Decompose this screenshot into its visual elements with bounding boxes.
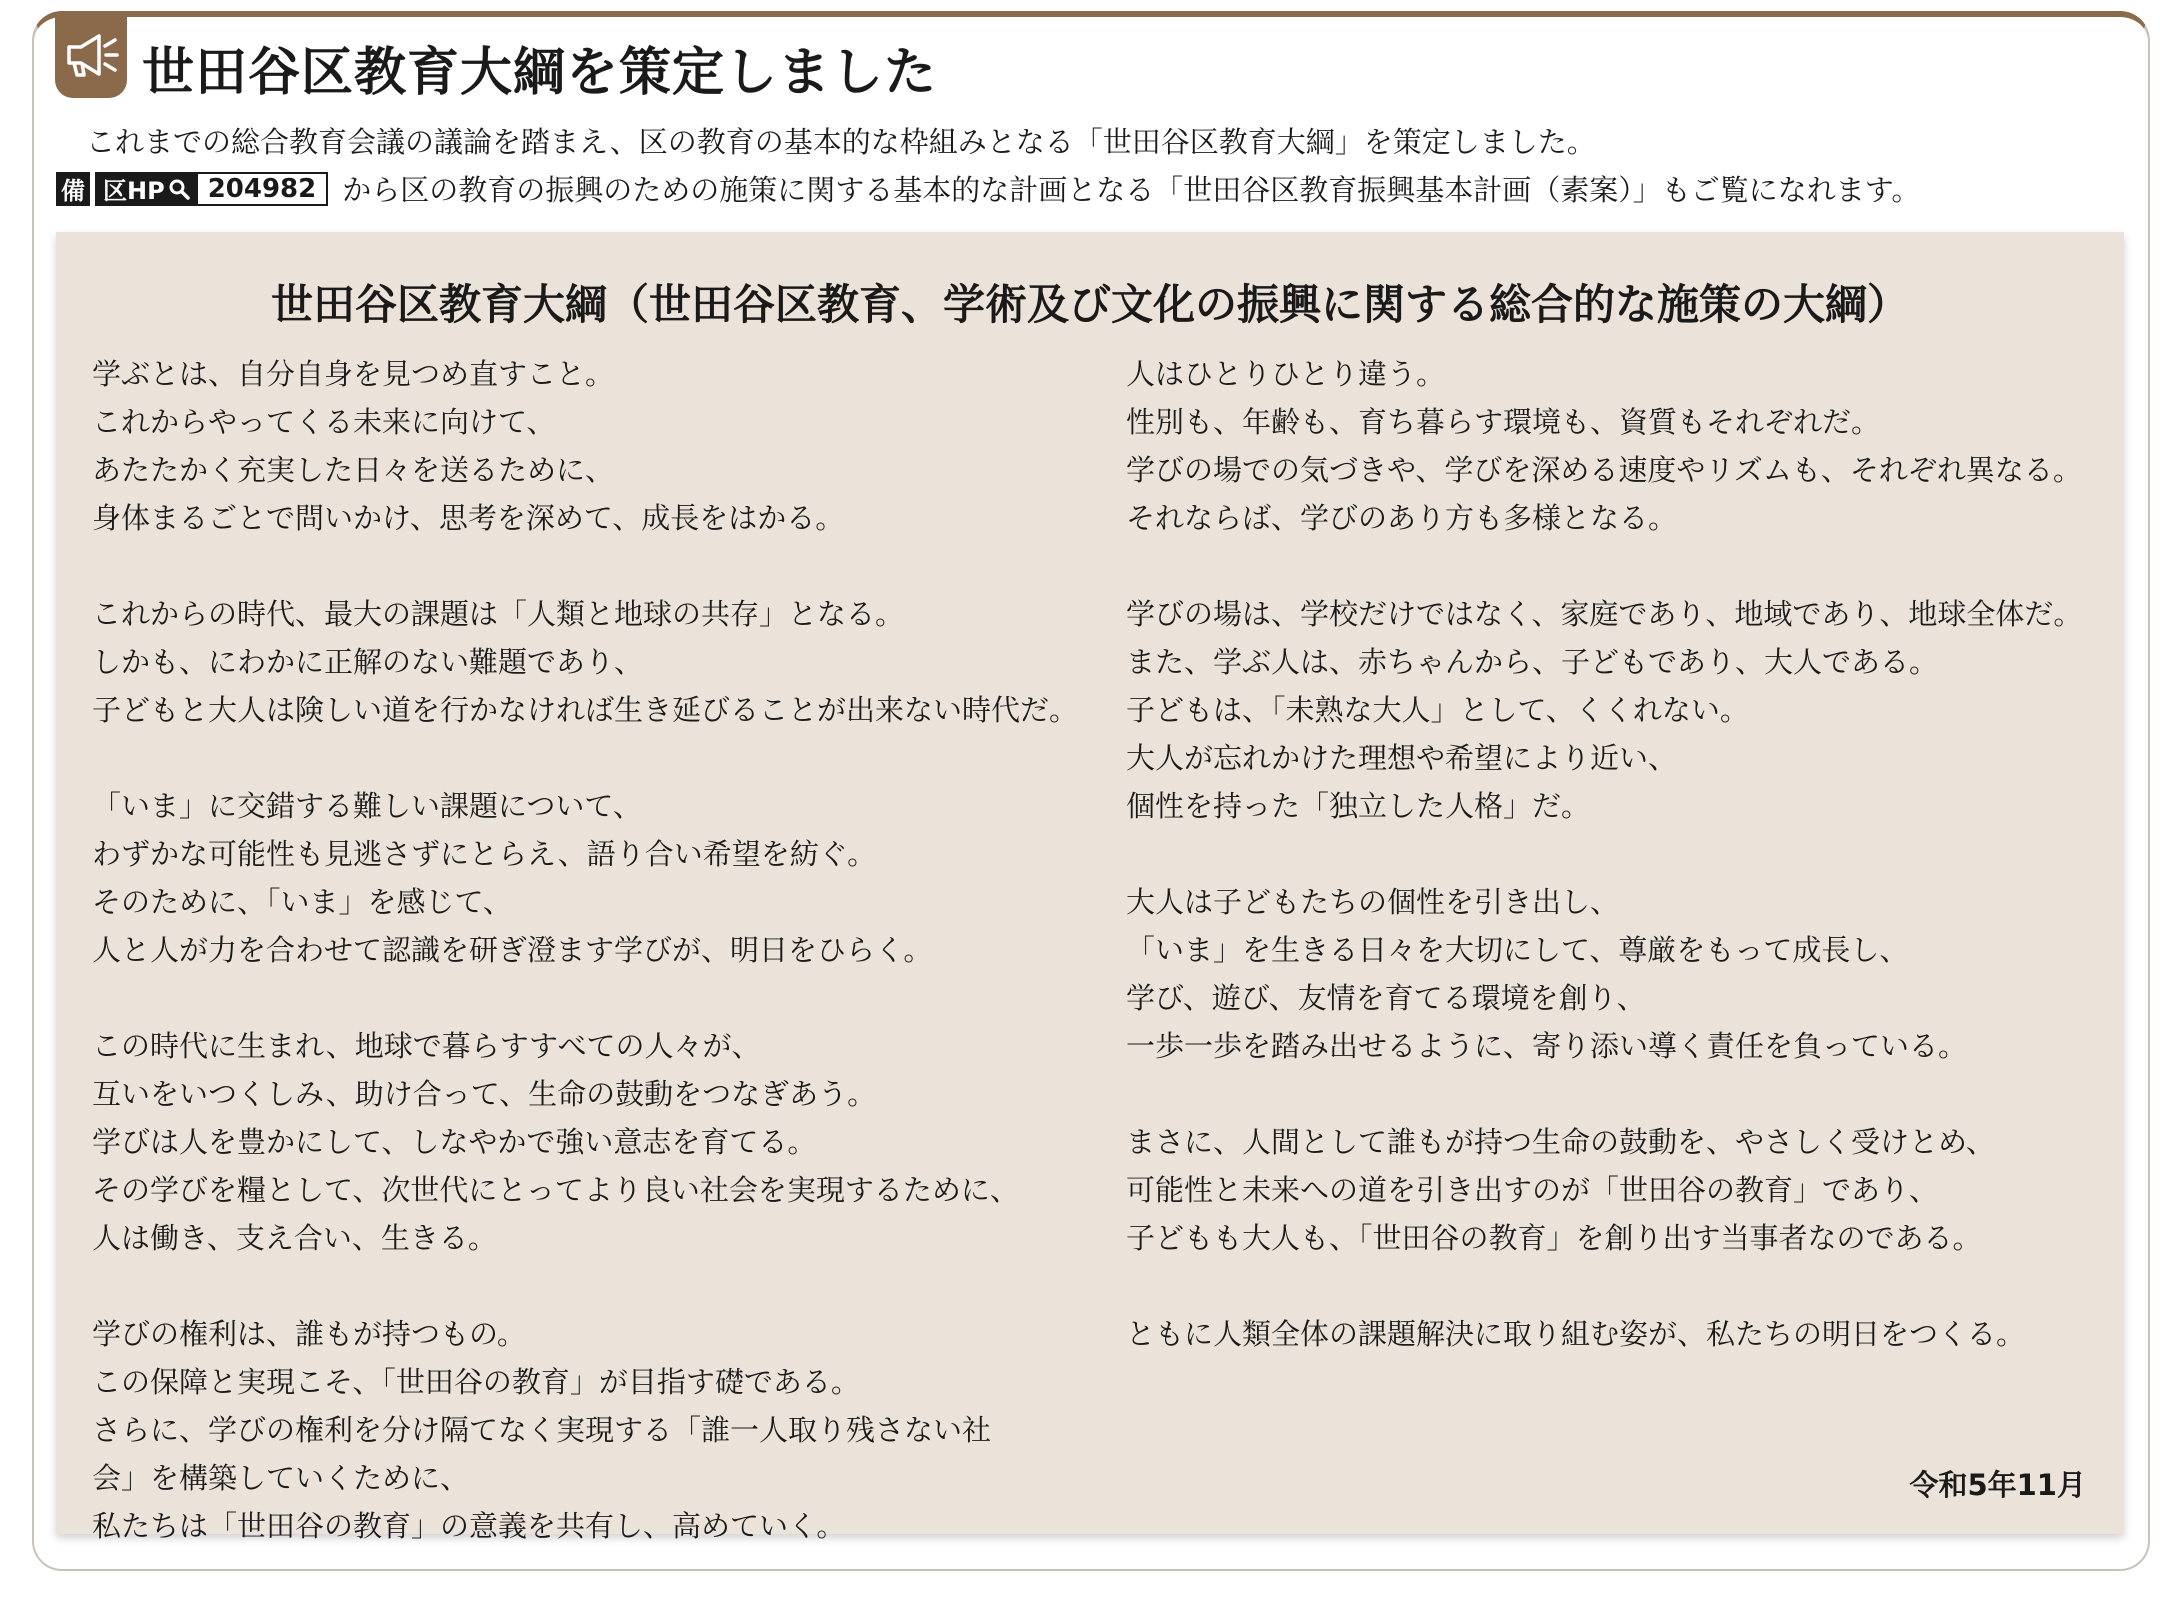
outline-line: 学ぶとは、自分自身を見つめ直すこと。	[92, 357, 615, 391]
ward-hp-label: 区HP	[103, 177, 165, 205]
outline-line: 人はひとりひとり違う。	[1126, 357, 1446, 391]
outline-line: あたたかく充実した日々を送るために、	[92, 453, 615, 487]
outline-line: 大人は子どもたちの個性を引き出し、	[1126, 885, 1620, 919]
stanza	[92, 590, 1078, 734]
outline-left-column	[92, 350, 1078, 1598]
outline-line: しかも、にわかに正解のない難題であり、	[92, 645, 644, 679]
outline-line: 子どもも大人も、「世田谷の教育」を創り出す当事者なのである。	[1126, 1221, 1982, 1255]
outline-line: 子どもと大人は険しい道を行かなければ生き延びることが出来ない時代だ。	[92, 693, 1079, 727]
outline-right-column	[1126, 350, 2082, 1406]
outline-line: まさに、人間として誰もが持つ生命の鼓動を、やさしく受けとめ、	[1126, 1125, 1995, 1159]
outline-line: ともに人類全体の課題解決に取り組む姿が、私たちの明日をつくる。	[1126, 1317, 2026, 1351]
outline-line: さらに、学びの権利を分け隔てなく実現する「誰一人取り残さない社	[92, 1413, 992, 1447]
outline-line: この時代に生まれ、地球で暮らすすべての人々が、	[92, 1029, 761, 1063]
outline-line: わずかな可能性も見逃さずにとらえ、語り合い希望を紡ぐ。	[92, 837, 877, 871]
outline-line: 身体まるごとで問いかけ、思考を深めて、成長をはかる。	[92, 501, 845, 535]
outline-panel	[56, 232, 2124, 1543]
stanza	[92, 1022, 1078, 1262]
stanza	[1126, 878, 2082, 1070]
outline-line: 人と人が力を合わせて認識を研ぎ澄ます学びが、明日をひらく。	[92, 933, 933, 967]
outline-line: 可能性と未来への道を引き出すのが「世田谷の教育」であり、	[1126, 1173, 1939, 1207]
outline-line: その学びを糧として、次世代にとってより良い社会を実現するために、	[92, 1173, 1019, 1207]
ward-hp-tag[interactable]	[95, 172, 198, 206]
outline-line: 私たちは「世田谷の教育」の意義を共有し、高めていく。	[92, 1509, 846, 1543]
stanza	[1126, 350, 2082, 542]
outline-line: 学びの場は、学校だけではなく、家庭であり、地域であり、地球全体だ。	[1126, 597, 2083, 631]
outline-line: 「いま」に交錯する難しい課題について、	[92, 789, 642, 823]
outline-line: 会」を構築していくために、	[92, 1461, 470, 1495]
outline-line: それならば、学びのあり方も多様となる。	[1126, 501, 1678, 535]
outline-line: これからの時代、最大の課題は「人類と地球の共存」となる。	[92, 597, 905, 631]
outline-line: これからやってくる未来に向けて、	[92, 405, 556, 439]
reference-text: から区の教育の振興のための施策に関する基本的な計画となる「世田谷区教育振興基本計画（素案）」もご覧になれます。	[342, 173, 1921, 207]
outline-heading: 世田谷区教育大綱（世田谷区教育、学術及び文化の振興に関する総合的な施策の大綱）	[270, 280, 1909, 329]
remark-tag: 備	[56, 172, 90, 206]
outline-line: 互いをいつくしみ、助け合って、生命の鼓動をつなぎあう。	[92, 1077, 877, 1111]
magnifier-icon	[168, 178, 190, 200]
stanza	[92, 1310, 1078, 1550]
outline-line: 個性を持った「独立した人格」だ。	[1126, 789, 1591, 823]
enactment-date: 令和5年11月	[1909, 1468, 2086, 1502]
outline-line: 人は働き、支え合い、生きる。	[92, 1221, 497, 1255]
megaphone-icon	[63, 30, 119, 80]
stanza	[1126, 1310, 2082, 1358]
outline-line: 学びは人を豊かにして、しなやかで強い意志を育てる。	[92, 1125, 817, 1159]
outline-line: 学びの場での気づきや、学びを深める速度やリズムも、それぞれ異なる。	[1126, 453, 2082, 487]
page-id-code[interactable]: 204982	[198, 172, 329, 206]
outline-line: そのために、「いま」を感じて、	[92, 885, 512, 919]
intro-text: これまでの総合教育会議の議論を踏まえ、区の教育の基本的な枠組みとなる「世田谷区教育大綱」を策定しました。	[86, 125, 1596, 159]
outline-line: 学び、遊び、友情を育てる環境を創り、	[1126, 981, 1646, 1015]
reference-line	[56, 168, 1920, 209]
stanza	[1126, 1118, 2082, 1262]
outline-line: 「いま」を生きる日々を大切にして、尊厳をもって成長し、	[1126, 933, 1909, 967]
page-title: 世田谷区教育大綱を策定しました	[142, 43, 938, 103]
stanza	[1126, 590, 2082, 830]
stanza	[92, 782, 1078, 974]
outline-line: 一歩一歩を踏み出せるように、寄り添い導く責任を負っている。	[1126, 1029, 1968, 1063]
stanza	[92, 350, 1078, 542]
outline-line: 子どもは、「未熟な大人」として、くくれない。	[1126, 693, 1749, 727]
megaphone-badge	[55, 12, 127, 98]
outline-line: また、学ぶ人は、赤ちゃんから、子どもであり、大人である。	[1126, 645, 1939, 679]
outline-line: この保障と実現こそ、「世田谷の教育」が目指す礎である。	[92, 1365, 860, 1399]
outline-line: 性別も、年齢も、育ち暮らす環境も、資質もそれぞれだ。	[1126, 405, 1881, 439]
outline-line: 学びの権利は、誰もが持つもの。	[92, 1317, 526, 1351]
outline-line: 大人が忘れかけた理想や希望により近い、	[1126, 741, 1678, 775]
